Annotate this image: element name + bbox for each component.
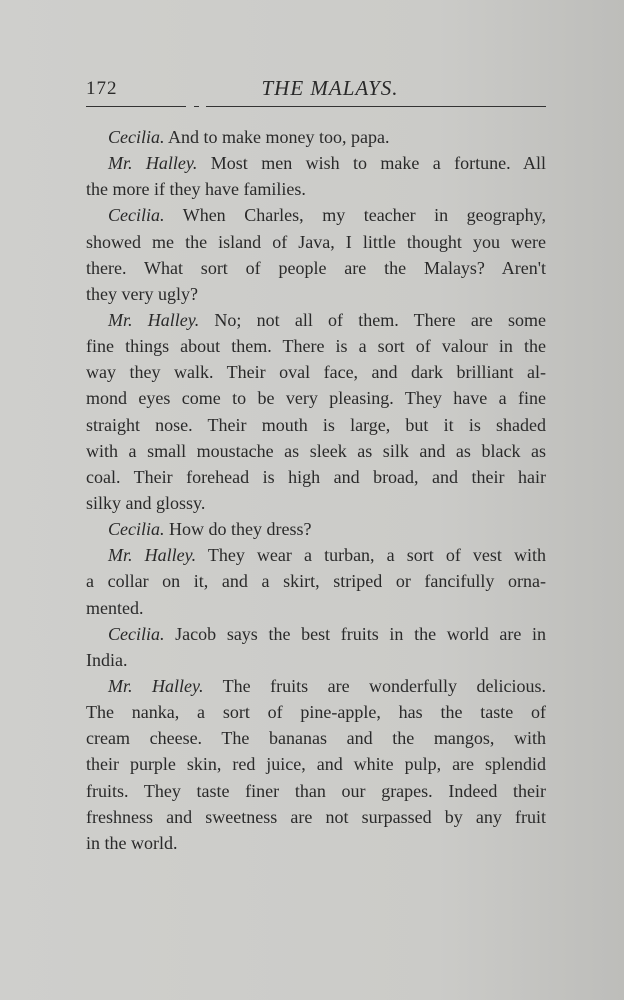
text-line bbox=[86, 359, 546, 385]
speaker-name: Cecilia. bbox=[108, 623, 165, 644]
line-text: How do they dress? bbox=[169, 519, 312, 540]
text-line bbox=[86, 699, 546, 725]
text-line bbox=[86, 751, 546, 777]
line-text: with a small moustache as sleek as silk and as black as bbox=[86, 440, 546, 461]
speaker-name: Cecilia. bbox=[108, 205, 165, 226]
text-line bbox=[86, 438, 546, 464]
text-line bbox=[86, 333, 546, 359]
speaker-name: Mr. Halley. bbox=[108, 545, 197, 566]
text-line bbox=[86, 307, 546, 333]
text-line bbox=[86, 412, 546, 438]
header-rule-left bbox=[86, 106, 186, 107]
text-line bbox=[86, 595, 546, 621]
line-text: coal. Their forehead is high and broad, and their hair bbox=[86, 466, 546, 487]
line-text: silky and glossy. bbox=[86, 492, 206, 513]
text-line bbox=[86, 568, 546, 594]
speaker-name: Cecilia. bbox=[108, 519, 165, 540]
line-text: fruits. They taste finer than our grapes. Indeed their bbox=[86, 780, 546, 801]
line-text: The fruits are wonderfully delicious. bbox=[222, 675, 546, 696]
text-line bbox=[86, 778, 546, 804]
text-line bbox=[86, 542, 546, 568]
line-text: mented. bbox=[86, 597, 144, 618]
line-text: When Charles, my teacher in geography, bbox=[182, 205, 546, 226]
header-rule-dash bbox=[194, 106, 199, 107]
line-text: They wear a turban, a sort of vest with bbox=[207, 545, 546, 566]
text-line bbox=[86, 150, 546, 176]
line-text: there. What sort of people are the Malays? Aren't bbox=[86, 257, 546, 278]
running-title: THE MALAYS. bbox=[261, 76, 399, 100]
text-line bbox=[86, 725, 546, 751]
line-text: straight nose. Their mouth is large, but it is shaded bbox=[86, 414, 546, 435]
text-line bbox=[86, 673, 546, 699]
line-text: fine things about them. There is a sort of valour in the bbox=[86, 336, 546, 357]
line-text: And to make money too, papa. bbox=[168, 127, 390, 147]
line-text: showed me the island of Java, I little thought you were bbox=[86, 231, 546, 252]
page-body bbox=[86, 124, 546, 856]
text-line bbox=[86, 490, 546, 516]
text-line bbox=[86, 229, 546, 255]
line-text: their purple skin, red juice, and white pulp, are splendid bbox=[86, 754, 546, 775]
text-line bbox=[86, 202, 546, 228]
line-text: way they walk. Their oval face, and dark brilliant al- bbox=[86, 362, 546, 383]
line-text: No; not all of them. There are some bbox=[214, 309, 546, 330]
line-text: Jacob says the best fruits in the world are in bbox=[175, 623, 546, 644]
page-number: 172 bbox=[86, 78, 118, 99]
text-line bbox=[86, 464, 546, 490]
line-text: Most men wish to make a fortune. All bbox=[210, 153, 546, 174]
speaker-name: Mr. Halley. bbox=[108, 153, 198, 174]
text-line bbox=[86, 124, 546, 150]
line-text: in the world. bbox=[86, 832, 178, 853]
text-line bbox=[86, 255, 546, 281]
speaker-name: Mr. Halley. bbox=[108, 675, 204, 696]
text-line bbox=[86, 281, 546, 307]
text-line bbox=[86, 385, 546, 411]
line-text: a collar on it, and a skirt, striped or fancifully orna- bbox=[86, 571, 546, 592]
header-rule-right bbox=[206, 106, 546, 107]
line-text: cream cheese. The bananas and the mangos, with bbox=[86, 728, 546, 749]
line-text: The nanka, a sort of pine-apple, has the taste of bbox=[86, 702, 546, 723]
text-line bbox=[86, 516, 546, 542]
speaker-name: Cecilia. bbox=[108, 127, 165, 147]
text-line bbox=[86, 176, 546, 202]
text-line bbox=[86, 647, 546, 673]
line-text: freshness and sweetness are not surpassed by any fruit bbox=[86, 806, 546, 827]
text-line bbox=[86, 830, 546, 856]
line-text: they very ugly? bbox=[86, 283, 198, 304]
text-line bbox=[86, 804, 546, 830]
speaker-name: Mr. Halley. bbox=[108, 309, 200, 330]
line-text: mond eyes come to be very pleasing. They have a fine bbox=[86, 388, 546, 409]
line-text: India. bbox=[86, 649, 128, 670]
line-text: the more if they have families. bbox=[86, 179, 306, 200]
text-line bbox=[86, 621, 546, 647]
